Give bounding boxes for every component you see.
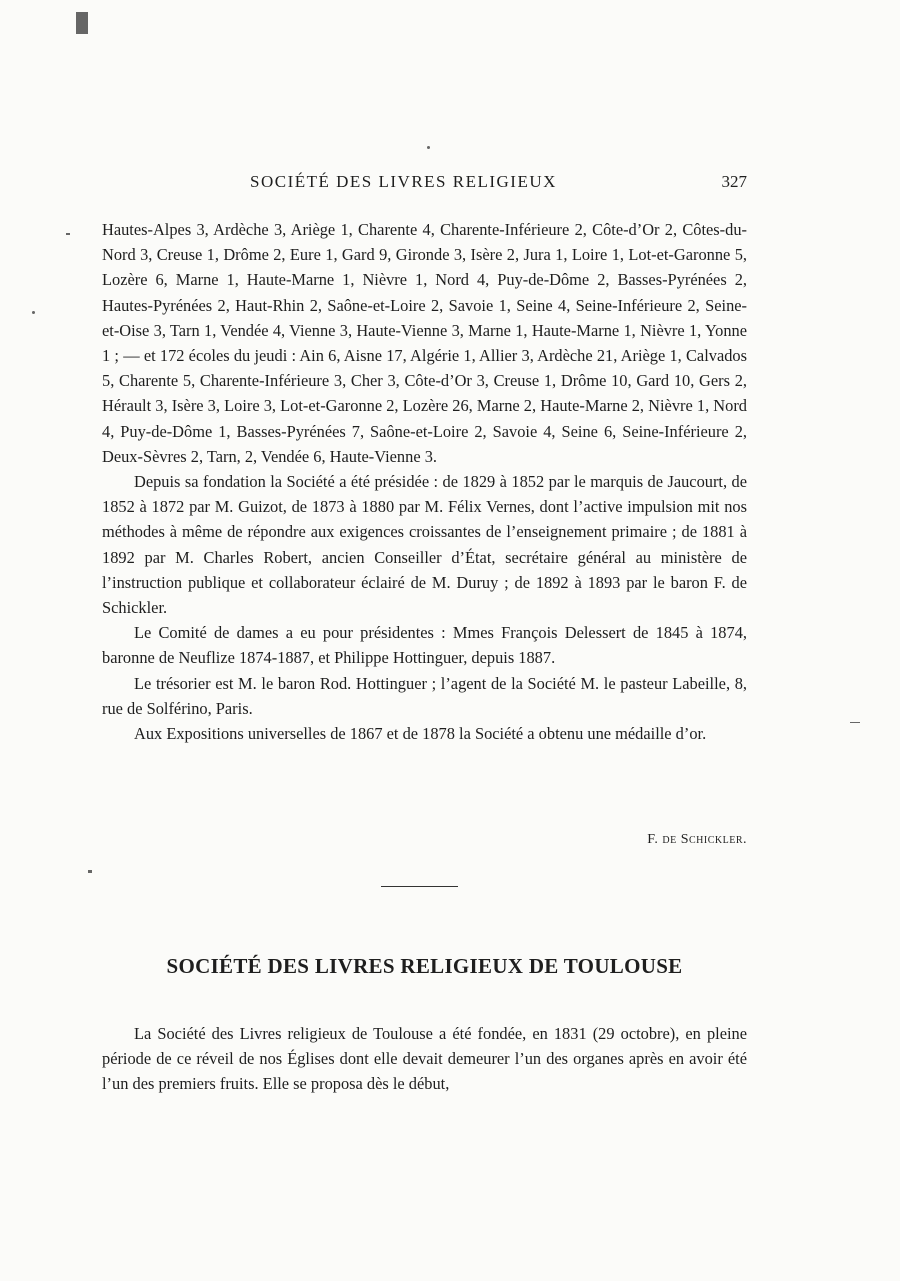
section-divider <box>381 886 458 887</box>
printer-mark <box>76 12 88 34</box>
paragraph-treasurer: Le trésorier est M. le baron Rod. Hottinguer ; l’agent de la Société M. le pasteur Labeille, 8, rue de Solférino, Paris. <box>102 673 747 718</box>
paragraph-expositions: Aux Expositions universelles de 1867 et de 1878 la Société a obtenu une médaille d’or. <box>134 724 707 744</box>
section-opening-paragraph: La Société des Livres religieux de Toulouse a été fondée, en 1831 (29 octobre), en pleine période de ce réveil de nos Églises dont elle devait demeurer l’un des organes après en avoir été l’un des premiers fruits. Elle se proposa dès le début, <box>102 1024 747 1094</box>
print-speck <box>88 870 92 873</box>
section-title: SOCIÉTÉ DES LIVRES RELIGIEUX DE TOULOUSE <box>166 954 683 978</box>
signature: F. de Schickler. <box>647 832 747 847</box>
print-speck <box>427 146 430 149</box>
running-head <box>102 172 747 196</box>
print-speck <box>850 722 860 723</box>
section-body <box>102 1021 747 1097</box>
print-speck <box>66 233 70 235</box>
page-number: 327 <box>721 172 747 191</box>
print-speck <box>32 311 35 314</box>
paragraph-presidents: Depuis sa fondation la Société a été présidée : de 1829 à 1852 par le marquis de Jaucourt, de 1852 à 1872 par M. Guizot, de 1873 à 1880 par M. Félix Vernes, dont l’active impulsion mit nos méthodes à même de répondre aux exigences croissantes de l’enseignement primaire ; de 1881 à 1892 par M. Charles Robert, ancien Conseiller d’État, secrétaire général au ministère de l’instruction publique et collaborateur éclairé de M. Duruy ; de 1892 à 1893 par le baron F. de Schickler. <box>102 472 747 618</box>
paragraph-school-list: Hautes-Alpes 3, Ardèche 3, Ariège 1, Charente 4, Charente-Inférieure 2, Côte-d’Or 2, Côtes-du-Nord 3, Creuse 1, Drôme 2, Eure 1, Gard 9, Gironde 3, Isère 2, Jura 1, Loire 1, Lot-et-Garonne 5, Lozère 6, Marne 1, Haute-Marne 1, Nièvre 1, Nord 4, Puy-de-Dôme 2, Basses-Pyrénées 2, Hautes-Pyrénées 2, Haut-Rhin 2, Saône-et-Loire 2, Savoie 1, Seine 4, Seine-Inférieure 2, Seine-et-Oise 3, Tarn 1, Vendée 4, Vienne 3, Haute-Vienne 3, Marne 1, Haute-Marne 1, Nièvre 1, Yonne 1 ; — et 172 écoles du jeudi : Ain 6, Aisne 17, Algérie 1, Allier 3, Ardèche 21, Ariège 1, Calvados 5, Charente 5, Charente-Inférieure 3, Cher 3, Côte-d’Or 3, Creuse 1, Drôme 10, Gard 10, Gers 2, Hérault 3, Isère 3, Loire 3, Lot-et-Garonne 2, Lozère 26, Marne 2, Haute-Marne 2, Nièvre 1, Nord 4, Puy-de-Dôme 1, Basses-Pyrénées 7, Saône-et-Loire 2, Savoie 4, Seine 6, Seine-Inférieure 2, Deux-Sèvres 2, Tarn, 2, Vendée 6, Haute-Vienne 3. <box>102 220 747 466</box>
paragraph-ladies-committee: Le Comité de dames a eu pour présidentes : Mmes François Delessert de 1845 à 1874, baronne de Neuflize 1874-1887, et Philippe Hottinguer, depuis 1887. <box>102 623 747 668</box>
body-text <box>102 217 747 746</box>
running-head-title: SOCIÉTÉ DES LIVRES RELIGIEUX <box>250 172 557 191</box>
